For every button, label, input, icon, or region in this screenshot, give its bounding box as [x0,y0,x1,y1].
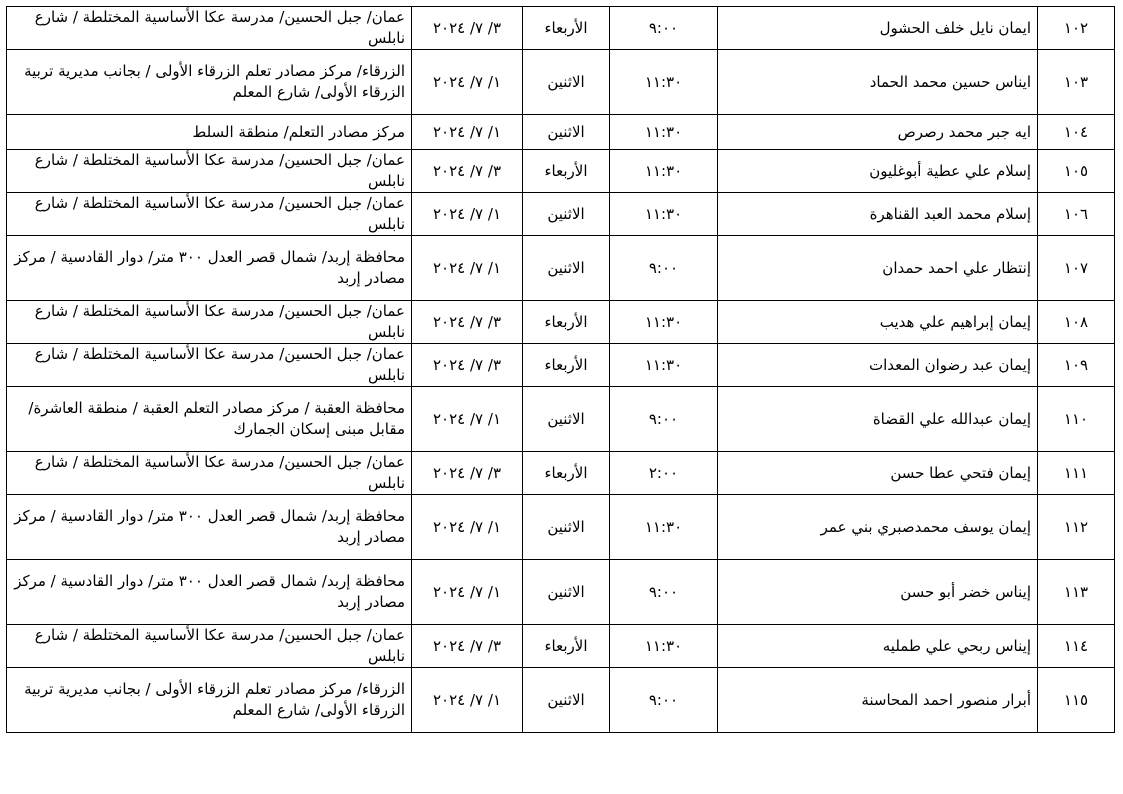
table-row [7,236,1115,301]
time-cell: ١١:٣٠ [610,344,718,387]
time-cell: ١١:٣٠ [610,50,718,115]
table-row [7,344,1115,387]
date-cell: ١/ ٧/ ٢٠٢٤ [412,495,523,560]
day-cell: الاثنين [523,50,610,115]
day-cell: الأربعاء [523,301,610,344]
location-cell: الزرقاء/ مركز مصادر تعلم الزرقاء الأولى / بجانب مديرية تربية الزرقاء الأولى/ شارع المعلم [7,668,412,733]
table-row [7,193,1115,236]
row-number: ١١٤ [1038,625,1115,668]
person-name: أبرار منصور احمد المحاسنة [718,668,1038,733]
day-cell: الاثنين [523,495,610,560]
person-name: إنتظار علي احمد حمدان [718,236,1038,301]
location-cell: محافظة العقبة / مركز مصادر التعلم العقبة / منطقة العاشرة/ مقابل مبنى إسكان الجمارك [7,387,412,452]
day-cell: الأربعاء [523,344,610,387]
person-name: إيمان فتحي عطا حسن [718,452,1038,495]
date-cell: ١/ ٧/ ٢٠٢٤ [412,560,523,625]
person-name: إيناس خضر أبو حسن [718,560,1038,625]
row-number: ١١٢ [1038,495,1115,560]
schedule-table [6,6,1115,733]
date-cell: ١/ ٧/ ٢٠٢٤ [412,50,523,115]
row-number: ١٠٣ [1038,50,1115,115]
table-row [7,495,1115,560]
time-cell: ١١:٣٠ [610,150,718,193]
location-cell: عمان/ جبل الحسين/ مدرسة عكا الأساسية المختلطة / شارع نابلس [7,193,412,236]
person-name: إيمان يوسف محمدصبري بني عمر [718,495,1038,560]
row-number: ١٠٢ [1038,7,1115,50]
location-cell: محافظة إربد/ شمال قصر العدل ٣٠٠ متر/ دوار القادسية / مركز مصادر إربد [7,495,412,560]
location-cell: عمان/ جبل الحسين/ مدرسة عكا الأساسية المختلطة / شارع نابلس [7,452,412,495]
table-row [7,452,1115,495]
time-cell: ١١:٣٠ [610,495,718,560]
location-cell: عمان/ جبل الحسين/ مدرسة عكا الأساسية المختلطة / شارع نابلس [7,150,412,193]
person-name: إيمان عبد رضوان المعدات [718,344,1038,387]
time-cell: ١١:٣٠ [610,301,718,344]
location-cell: عمان/ جبل الحسين/ مدرسة عكا الأساسية المختلطة / شارع نابلس [7,7,412,50]
date-cell: ١/ ٧/ ٢٠٢٤ [412,115,523,150]
time-cell: ٩:٠٠ [610,7,718,50]
table-row [7,387,1115,452]
date-cell: ٣/ ٧/ ٢٠٢٤ [412,452,523,495]
day-cell: الأربعاء [523,150,610,193]
day-cell: الأربعاء [523,625,610,668]
day-cell: الاثنين [523,387,610,452]
day-cell: الاثنين [523,668,610,733]
day-cell: الاثنين [523,115,610,150]
date-cell: ٣/ ٧/ ٢٠٢٤ [412,344,523,387]
person-name: إسلام علي عطية أبوغليون [718,150,1038,193]
date-cell: ١/ ٧/ ٢٠٢٤ [412,668,523,733]
table-row [7,50,1115,115]
row-number: ١١٣ [1038,560,1115,625]
day-cell: الأربعاء [523,452,610,495]
time-cell: ١١:٣٠ [610,625,718,668]
table-row [7,115,1115,150]
day-cell: الاثنين [523,560,610,625]
date-cell: ٣/ ٧/ ٢٠٢٤ [412,301,523,344]
table-row [7,7,1115,50]
person-name: إسلام محمد العبد القناهرة [718,193,1038,236]
date-cell: ٣/ ٧/ ٢٠٢٤ [412,7,523,50]
person-name: ايه جبر محمد رصرص [718,115,1038,150]
time-cell: ٩:٠٠ [610,387,718,452]
time-cell: ٩:٠٠ [610,560,718,625]
table-row [7,560,1115,625]
person-name: إيمان إبراهيم علي هديب [718,301,1038,344]
row-number: ١٠٤ [1038,115,1115,150]
date-cell: ١/ ٧/ ٢٠٢٤ [412,387,523,452]
person-name: إيناس ربحي علي طمليه [718,625,1038,668]
time-cell: ١١:٣٠ [610,115,718,150]
person-name: إيمان عبدالله علي القضاة [718,387,1038,452]
time-cell: ١١:٣٠ [610,193,718,236]
row-number: ١٠٦ [1038,193,1115,236]
row-number: ١٠٧ [1038,236,1115,301]
person-name: ايناس حسين محمد الحماد [718,50,1038,115]
date-cell: ١/ ٧/ ٢٠٢٤ [412,193,523,236]
location-cell: مركز مصادر التعلم/ منطقة السلط [7,115,412,150]
person-name: ايمان نايل خلف الحشول [718,7,1038,50]
location-cell: عمان/ جبل الحسين/ مدرسة عكا الأساسية المختلطة / شارع نابلس [7,625,412,668]
row-number: ١١٥ [1038,668,1115,733]
location-cell: محافظة إربد/ شمال قصر العدل ٣٠٠ متر/ دوار القادسية / مركز مصادر إربد [7,236,412,301]
row-number: ١٠٩ [1038,344,1115,387]
table-row [7,301,1115,344]
time-cell: ٩:٠٠ [610,668,718,733]
row-number: ١١٠ [1038,387,1115,452]
date-cell: ٣/ ٧/ ٢٠٢٤ [412,625,523,668]
row-number: ١٠٥ [1038,150,1115,193]
location-cell: عمان/ جبل الحسين/ مدرسة عكا الأساسية المختلطة / شارع نابلس [7,301,412,344]
location-cell: الزرقاء/ مركز مصادر تعلم الزرقاء الأولى / بجانب مديرية تربية الزرقاء الأولى/ شارع المعلم [7,50,412,115]
date-cell: ١/ ٧/ ٢٠٢٤ [412,236,523,301]
day-cell: الاثنين [523,236,610,301]
date-cell: ٣/ ٧/ ٢٠٢٤ [412,150,523,193]
table-row [7,668,1115,733]
location-cell: عمان/ جبل الحسين/ مدرسة عكا الأساسية المختلطة / شارع نابلس [7,344,412,387]
table-row [7,150,1115,193]
day-cell: الأربعاء [523,7,610,50]
time-cell: ٢:٠٠ [610,452,718,495]
row-number: ١٠٨ [1038,301,1115,344]
table-row [7,625,1115,668]
day-cell: الاثنين [523,193,610,236]
time-cell: ٩:٠٠ [610,236,718,301]
location-cell: محافظة إربد/ شمال قصر العدل ٣٠٠ متر/ دوار القادسية / مركز مصادر إربد [7,560,412,625]
schedule-table-body [7,7,1115,733]
row-number: ١١١ [1038,452,1115,495]
